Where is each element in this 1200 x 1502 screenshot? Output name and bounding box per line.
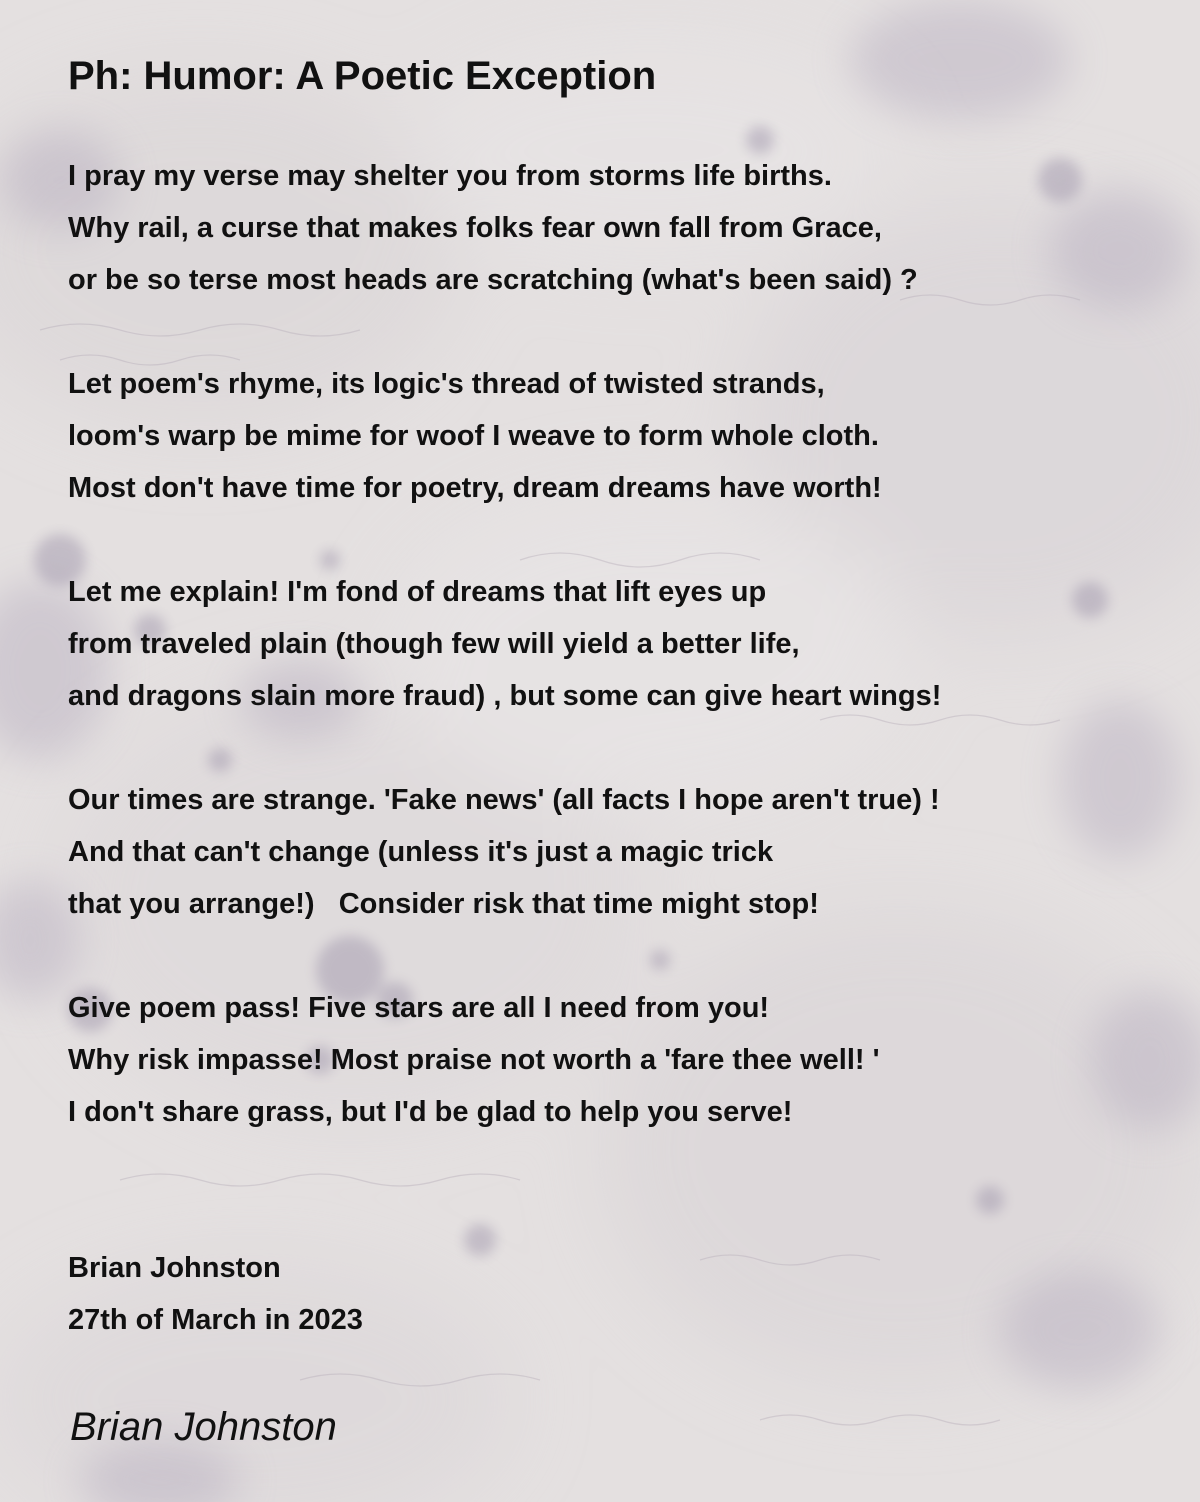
poem-line: Why rail, a curse that makes folks fear own fall from Grace, [68,212,882,244]
stanza-gap [68,514,1168,566]
poem-line: from traveled plain (though few will yield a better life, [68,628,800,660]
poem-line: or be so terse most heads are scratching (what's been said) ? [68,264,918,296]
stanza [68,566,1168,722]
poem-date: 27th of March in 2023 [68,1304,363,1336]
stanza-gap [68,722,1168,774]
stanza-gap [68,306,1168,358]
poem-credits [68,1242,363,1346]
poem-line: loom's warp be mime for woof I weave to form whole cloth. [68,420,879,452]
poem-line: Our times are strange. 'Fake news' (all facts I hope aren't true) ! [68,784,940,816]
poem-line: Let me explain! I'm fond of dreams that lift eyes up [68,576,767,608]
stanza [68,150,1168,306]
poem-line: Most don't have time for poetry, dream dreams have worth! [68,472,882,504]
author-signature: Brian Johnston [70,1405,337,1449]
author-name: Brian Johnston [68,1252,281,1284]
poem-line: I pray my verse may shelter you from storms life births. [68,160,832,192]
stanza [68,358,1168,514]
poem-body [68,150,1168,1138]
stanza [68,982,1168,1138]
poem-line: I don't share grass, but I'd be glad to help you serve! [68,1096,793,1128]
stanza-gap [68,930,1168,982]
poem-title: Ph: Humor: A Poetic Exception [68,54,657,98]
poem-line: Why risk impasse! Most praise not worth a 'fare thee well! ' [68,1044,880,1076]
poem-line: and dragons slain more fraud) , but some can give heart wings! [68,680,942,712]
poem-line: And that can't change (unless it's just a magic trick [68,836,774,868]
stanza [68,774,1168,930]
poem-line: that you arrange!) Consider risk that time might stop! [68,888,819,920]
poem-line: Let poem's rhyme, its logic's thread of twisted strands, [68,368,825,400]
poem-line: Give poem pass! Five stars are all I need from you! [68,992,770,1024]
